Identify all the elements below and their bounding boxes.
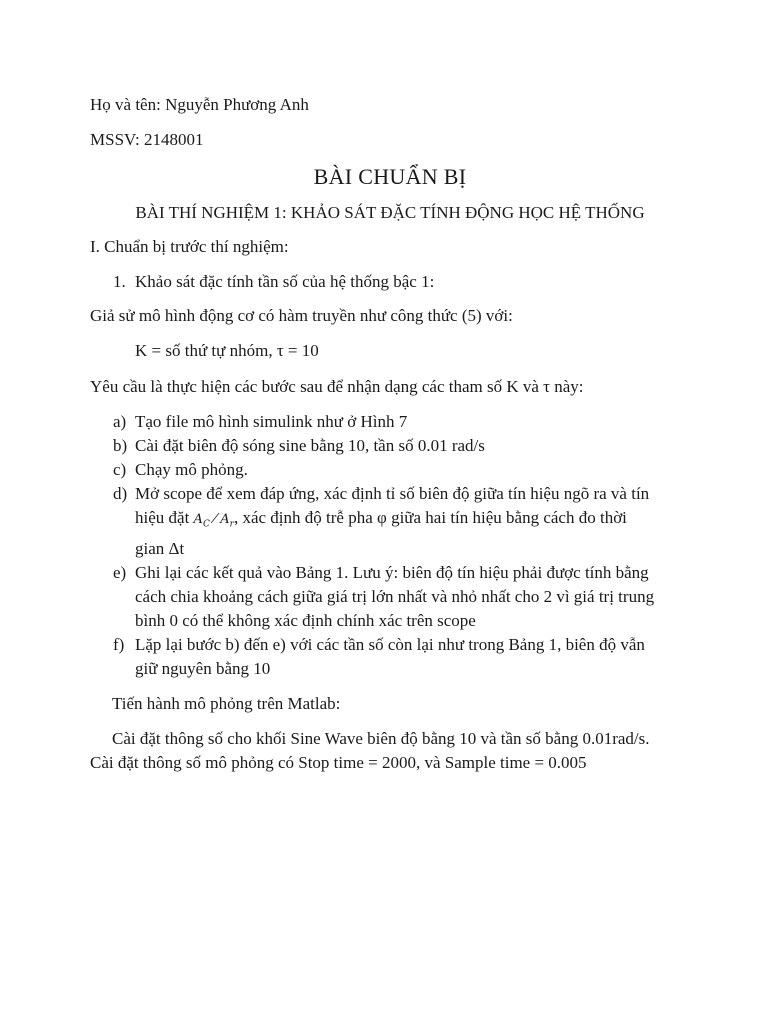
section-heading: I. Chuẩn bị trước thí nghiệm: xyxy=(90,237,289,256)
document-page xyxy=(90,93,690,775)
matlab-intro: Tiến hành mô phỏng trên Matlab: xyxy=(112,693,341,713)
step-text: Tạo file mô hình simulink như ở Hình 7 xyxy=(135,412,408,431)
parameter-formula: K = số thứ tự nhóm, τ = 10 xyxy=(135,341,319,360)
step-text-with-math xyxy=(135,506,690,537)
step-text: Mở scope để xem đáp ứng, xác định tỉ số biên độ giữa tín hiệu ngõ ra và tín xyxy=(135,484,650,503)
student-name: Họ và tên: Nguyễn Phương Anh xyxy=(90,95,309,114)
item-number: 1. xyxy=(113,272,126,291)
assumption-text: Giả sử mô hình động cơ có hàm truyền như công thức (5) với: xyxy=(90,306,513,325)
step-marker: d) xyxy=(113,484,128,503)
step-text: Cài đặt biên độ sóng sine bằng 10, tần số 0.01 rad/s xyxy=(135,436,485,455)
step-text: bình 0 có thể không xác định chính xác trên scope xyxy=(135,610,476,630)
step-marker: f) xyxy=(113,634,125,654)
step-text: Ghi lại các kết quả vào Bảng 1. Lưu ý: biên độ tín hiệu phải được tính bằng xyxy=(135,562,649,582)
step-text: Chạy mô phỏng. xyxy=(135,460,248,479)
step-text: giữ nguyên bằng 10 xyxy=(135,658,271,678)
step-marker: b) xyxy=(113,436,128,455)
step-list xyxy=(90,410,690,681)
amplitude-ratio-formula: $A_C$ ⁄ $A_r$ xyxy=(193,512,234,530)
settings-paragraph xyxy=(90,727,690,775)
experiment-subtitle: BÀI THÍ NGHIỆM 1: KHẢO SÁT ĐẶC TÍNH ĐỘNG HỌC HỆ THỐNG xyxy=(135,203,645,222)
student-id: MSSV: 2148001 xyxy=(90,130,204,149)
requirement-text: Yêu cầu là thực hiện các bước sau để nhận dạng các tham số K và τ này: xyxy=(90,377,584,396)
page-title: BÀI CHUẨN BỊ xyxy=(313,164,467,189)
step-f xyxy=(113,633,690,681)
step-text: gian Δt xyxy=(135,538,185,558)
step-b xyxy=(113,434,690,458)
step-a xyxy=(113,410,690,434)
item-text: Khảo sát đặc tính tần số của hệ thống bậc 1: xyxy=(135,272,435,291)
step-c xyxy=(113,458,690,482)
step-text: Lặp lại bước b) đến e) với các tần số còn lại như trong Bảng 1, biên độ vẫn xyxy=(135,634,645,654)
settings-line: Cài đặt thông số cho khối Sine Wave biên độ bằng 10 và tần số bằng 0.01rad/s. xyxy=(112,728,650,748)
step-marker: c) xyxy=(113,460,127,479)
step-text-after: , xác định độ trễ pha φ giữa hai tín hiệu bằng cách đo thời xyxy=(233,508,627,527)
step-text: cách chia khoảng cách giữa giá trị lớn nhất và nhỏ nhất cho 2 vì giá trị trung xyxy=(135,586,655,606)
numbered-item xyxy=(113,270,690,294)
step-marker: a) xyxy=(113,412,127,431)
step-text-before: hiệu đặt xyxy=(135,508,190,527)
step-d xyxy=(113,482,690,561)
settings-line: Cài đặt thông số mô phỏng có Stop time = 2000, và Sample time = 0.005 xyxy=(90,752,587,772)
step-marker: e) xyxy=(113,562,127,582)
step-e xyxy=(113,561,690,633)
